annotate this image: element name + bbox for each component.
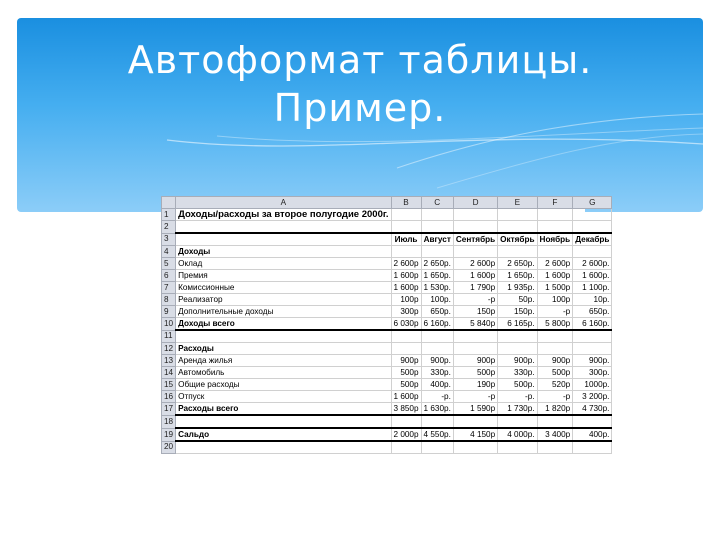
column-header[interactable]: F <box>537 197 573 209</box>
cell[interactable] <box>453 330 497 343</box>
cell[interactable] <box>537 221 573 234</box>
cell[interactable] <box>391 343 421 355</box>
cell[interactable]: Расходы <box>176 343 391 355</box>
table-row <box>162 258 612 270</box>
cell[interactable]: 100р <box>537 294 573 306</box>
cell[interactable] <box>453 415 497 428</box>
row-header[interactable]: 19 <box>162 428 176 441</box>
cell[interactable]: 5 800р <box>537 318 573 331</box>
cell[interactable]: Сентябрь <box>453 233 497 246</box>
cell[interactable]: 520р <box>537 379 573 391</box>
cell[interactable]: 300р. <box>573 367 612 379</box>
row-header[interactable]: 2 <box>162 221 176 234</box>
row-header[interactable]: 8 <box>162 294 176 306</box>
cell[interactable]: -р. <box>498 391 537 403</box>
cell[interactable] <box>421 330 453 343</box>
cell[interactable]: 4 150р <box>453 428 497 441</box>
cell[interactable]: 50р. <box>498 294 537 306</box>
cell[interactable]: Ноябрь <box>537 233 573 246</box>
row-header[interactable]: 10 <box>162 318 176 331</box>
row-header[interactable]: 12 <box>162 343 176 355</box>
cell[interactable] <box>176 221 391 234</box>
cell[interactable] <box>453 209 497 221</box>
cell[interactable]: 2 650р. <box>498 258 537 270</box>
cell[interactable] <box>421 343 453 355</box>
cell[interactable] <box>391 221 421 234</box>
column-header[interactable]: D <box>453 197 497 209</box>
table-row <box>162 233 612 246</box>
cell[interactable]: 500р <box>537 367 573 379</box>
cell[interactable] <box>498 246 537 258</box>
table-row <box>162 209 612 221</box>
cell[interactable]: 1 630р. <box>421 403 453 416</box>
cell[interactable]: 500р. <box>498 379 537 391</box>
cell[interactable]: 3 400р <box>537 428 573 441</box>
cell[interactable]: -р. <box>421 391 453 403</box>
slide-title-line-2: Пример. <box>273 86 447 130</box>
cell[interactable] <box>498 209 537 221</box>
row-header[interactable]: 9 <box>162 306 176 318</box>
cell[interactable] <box>537 415 573 428</box>
cell[interactable]: -р <box>453 294 497 306</box>
column-header[interactable]: C <box>421 197 453 209</box>
cell[interactable]: Дополнительные доходы <box>176 306 391 318</box>
cell[interactable]: 1 790р <box>453 282 497 294</box>
cell[interactable] <box>537 343 573 355</box>
cell[interactable]: 1 530р. <box>421 282 453 294</box>
row-header[interactable]: 4 <box>162 246 176 258</box>
row-header[interactable]: 6 <box>162 270 176 282</box>
cell[interactable]: 300р <box>391 306 421 318</box>
cell[interactable]: 900р. <box>573 355 612 367</box>
row-header[interactable]: 7 <box>162 282 176 294</box>
cell[interactable]: 1 600р <box>537 270 573 282</box>
cell[interactable]: 150р. <box>498 306 537 318</box>
cell[interactable]: Премия <box>176 270 391 282</box>
cell[interactable]: 1 600р <box>391 282 421 294</box>
cell[interactable]: 1 100р. <box>573 282 612 294</box>
table-row <box>162 294 612 306</box>
row-header[interactable]: 3 <box>162 233 176 246</box>
cell[interactable] <box>453 441 497 454</box>
cell[interactable]: Комиссионные <box>176 282 391 294</box>
cell[interactable] <box>176 441 391 454</box>
column-header[interactable]: G <box>573 197 612 209</box>
cell[interactable]: 100р <box>391 294 421 306</box>
cell[interactable]: 4 550р. <box>421 428 453 441</box>
column-header[interactable]: E <box>498 197 537 209</box>
cell[interactable]: 900р <box>391 355 421 367</box>
table-row <box>162 343 612 355</box>
cell[interactable]: 3 200р. <box>573 391 612 403</box>
cell[interactable] <box>176 415 391 428</box>
cell[interactable]: Общие расходы <box>176 379 391 391</box>
cell[interactable] <box>421 441 453 454</box>
cell[interactable] <box>498 221 537 234</box>
cell[interactable]: 1000р. <box>573 379 612 391</box>
cell[interactable]: 2 000р <box>391 428 421 441</box>
cell[interactable] <box>391 209 421 221</box>
table-row <box>162 246 612 258</box>
cell[interactable]: 1 600р <box>391 391 421 403</box>
cell[interactable] <box>391 441 421 454</box>
cell[interactable]: 6 160р. <box>573 318 612 331</box>
table-row <box>162 391 612 403</box>
slide-title <box>0 36 720 132</box>
cell[interactable] <box>421 246 453 258</box>
cell[interactable]: Октябрь <box>498 233 537 246</box>
table-row <box>162 403 612 416</box>
cell[interactable] <box>573 441 612 454</box>
select-all-corner[interactable] <box>162 197 176 209</box>
cell[interactable]: Август <box>421 233 453 246</box>
cell[interactable]: 6 160р. <box>421 318 453 331</box>
cell[interactable] <box>176 233 391 246</box>
cell[interactable]: 2 600р <box>391 258 421 270</box>
cell[interactable]: 330р. <box>498 367 537 379</box>
row-header[interactable]: 20 <box>162 441 176 454</box>
cell[interactable] <box>537 441 573 454</box>
cell[interactable]: Аренда жилья <box>176 355 391 367</box>
cell[interactable]: 1 600р <box>391 270 421 282</box>
table-row <box>162 270 612 282</box>
cell[interactable] <box>391 415 421 428</box>
table-row <box>162 282 612 294</box>
cell[interactable]: 1 500р <box>537 282 573 294</box>
cell[interactable] <box>537 209 573 221</box>
table-row <box>162 330 612 343</box>
table-row <box>162 441 612 454</box>
cell[interactable]: 4 000р. <box>498 428 537 441</box>
cell[interactable]: -р <box>537 391 573 403</box>
cell[interactable]: 400р. <box>421 379 453 391</box>
cell[interactable] <box>573 330 612 343</box>
cell[interactable]: 400р. <box>573 428 612 441</box>
cell[interactable] <box>391 246 421 258</box>
slide-title-line-1: Автоформат таблицы. <box>127 38 593 82</box>
cell[interactable]: 150р <box>453 306 497 318</box>
cell[interactable]: Доходы/расходы за второе полугодие 2000г. <box>176 209 391 221</box>
column-header[interactable]: A <box>176 197 391 209</box>
cell[interactable]: 5 840р <box>453 318 497 331</box>
column-header[interactable]: B <box>391 197 421 209</box>
table-row <box>162 428 612 441</box>
row-header[interactable]: 14 <box>162 367 176 379</box>
cell[interactable]: 2 600р <box>537 258 573 270</box>
row-header[interactable]: 16 <box>162 391 176 403</box>
cell[interactable] <box>453 343 497 355</box>
cell[interactable]: Сальдо <box>176 428 391 441</box>
row-header[interactable]: 11 <box>162 330 176 343</box>
cell[interactable] <box>391 330 421 343</box>
cell[interactable]: Декабрь <box>573 233 612 246</box>
row-header[interactable]: 15 <box>162 379 176 391</box>
cell[interactable]: 2 600р. <box>573 258 612 270</box>
cell[interactable]: 900р <box>537 355 573 367</box>
row-header[interactable]: 18 <box>162 415 176 428</box>
cell[interactable] <box>453 246 497 258</box>
cell[interactable]: Июль <box>391 233 421 246</box>
cell[interactable]: 4 730р. <box>573 403 612 416</box>
cell[interactable]: 1 600р <box>453 270 497 282</box>
cell[interactable] <box>498 330 537 343</box>
spreadsheet-grid <box>161 196 612 454</box>
cell[interactable]: 1 650р. <box>498 270 537 282</box>
cell[interactable]: 500р <box>453 367 497 379</box>
cell[interactable]: 1 935р. <box>498 282 537 294</box>
cell[interactable]: 100р. <box>421 294 453 306</box>
cell[interactable] <box>421 415 453 428</box>
table-row <box>162 355 612 367</box>
cell[interactable] <box>573 209 612 221</box>
cell[interactable] <box>537 330 573 343</box>
cell[interactable]: -р <box>537 306 573 318</box>
cell[interactable] <box>498 343 537 355</box>
cell[interactable]: 1 730р. <box>498 403 537 416</box>
cell[interactable]: -р <box>453 391 497 403</box>
cell[interactable]: Реализатор <box>176 294 391 306</box>
table-row <box>162 367 612 379</box>
column-header-row <box>162 197 612 209</box>
row-header[interactable]: 13 <box>162 355 176 367</box>
cell[interactable]: 2 600р <box>453 258 497 270</box>
cell[interactable]: 10р. <box>573 294 612 306</box>
cell[interactable]: 900р <box>453 355 497 367</box>
cell[interactable] <box>573 221 612 234</box>
cell[interactable]: Автомобиль <box>176 367 391 379</box>
cell[interactable]: Расходы всего <box>176 403 391 416</box>
cell[interactable]: 900р. <box>498 355 537 367</box>
cell[interactable] <box>453 221 497 234</box>
cell[interactable]: 500р <box>391 379 421 391</box>
table-row <box>162 415 612 428</box>
cell[interactable]: 1 650р. <box>421 270 453 282</box>
cell[interactable] <box>498 415 537 428</box>
cell[interactable]: 3 850р <box>391 403 421 416</box>
cell[interactable] <box>421 221 453 234</box>
cell[interactable] <box>421 209 453 221</box>
table-row <box>162 379 612 391</box>
cell[interactable] <box>498 441 537 454</box>
cell[interactable]: 650р. <box>573 306 612 318</box>
cell[interactable]: 190р <box>453 379 497 391</box>
cell[interactable]: Доходы <box>176 246 391 258</box>
table-row <box>162 221 612 234</box>
cell[interactable]: Доходы всего <box>176 318 391 331</box>
table-row <box>162 306 612 318</box>
cell[interactable]: 1 820р <box>537 403 573 416</box>
cell[interactable]: 900р. <box>421 355 453 367</box>
cell[interactable]: 6 165р. <box>498 318 537 331</box>
cell[interactable]: 500р <box>391 367 421 379</box>
cell[interactable]: 1 600р. <box>573 270 612 282</box>
cell[interactable]: 1 590р <box>453 403 497 416</box>
cell[interactable]: Оклад <box>176 258 391 270</box>
cell[interactable]: Отпуск <box>176 391 391 403</box>
cell[interactable] <box>537 246 573 258</box>
cell[interactable]: 650р. <box>421 306 453 318</box>
spreadsheet-screenshot <box>161 196 610 470</box>
cell[interactable] <box>573 343 612 355</box>
cell[interactable] <box>573 415 612 428</box>
cell[interactable]: 330р. <box>421 367 453 379</box>
cell[interactable]: 6 030р <box>391 318 421 331</box>
cell[interactable] <box>573 246 612 258</box>
table-row <box>162 318 612 331</box>
cell[interactable] <box>176 330 391 343</box>
cell[interactable]: 2 650р. <box>421 258 453 270</box>
row-header[interactable]: 1 <box>162 209 176 221</box>
row-header[interactable]: 17 <box>162 403 176 416</box>
row-header[interactable]: 5 <box>162 258 176 270</box>
